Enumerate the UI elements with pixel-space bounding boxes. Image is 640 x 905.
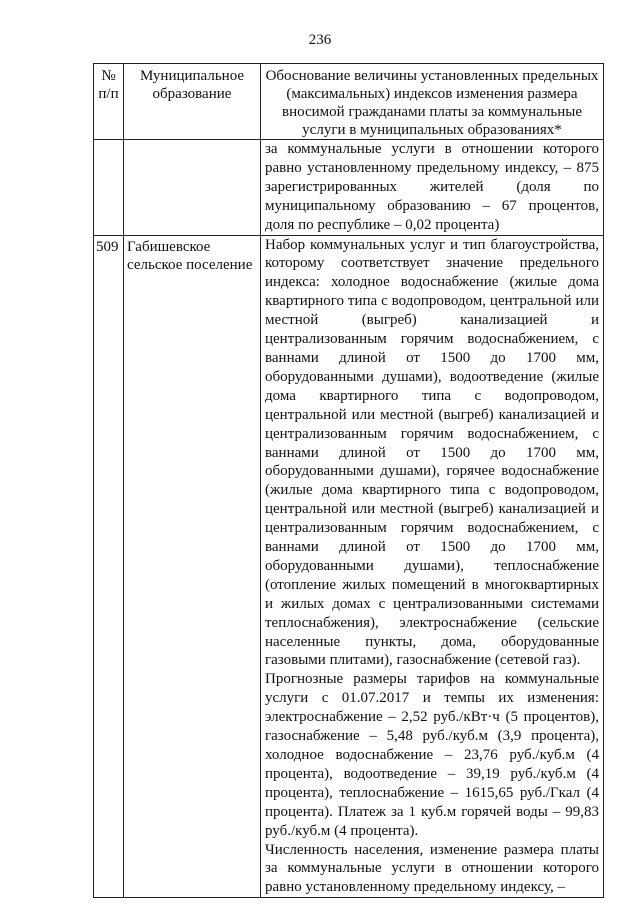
header-municipality: Муниципальное образование [139,68,245,102]
page-number: 236 [308,32,332,48]
table-row [94,235,604,898]
municipality-name: Габишевское сельское поселение [127,238,253,274]
municipality-cell [124,235,261,898]
table-row [94,140,604,236]
header-cell-justification [261,64,604,140]
header-num: № п/п [98,68,119,102]
justification-paragraph: Набор коммунальных услуг и тип благоустройства, которому соответствует значение предельного индекса: холодное водоснабжение (жилые дома квартирного типа с водопроводом, центральной или местной (выгреб) канализацией и централизованным горячим водоснабжением, с ваннами длиной от 1500 до 1700 мм, оборудованными душами), водоотведение (жилые дома квартирного типа с водопроводом, центральной или местной (выгреб) канализацией и централизованным горячим водоснабжением, с ваннами длиной от 1500 до 1700 мм, оборудованными душами), горячее водоснабжение (жилые дома квартирного типа с водопроводом, центральной или местной (выгреб) канализацией и централизованным горячим водоснабжением, с ваннами длиной от 1500 до 1700 мм, оборудованными душами), теплоснабжение (отопление жилых помещений в многоквартирных и жилых домах с централизованными системами теплоснабжения), электроснабжение (сельские населенные пункты, дома, оборудованные газовыми плитами), газоснабжение (сетевой газ). [265,236,599,669]
tariff-index-table [93,63,604,898]
header-justification: Обоснование величины установленных предельных (максимальных) индексов изменения размера вносимой гражданами платы за коммунальные услуги в муниципальных образованиях* [265,68,599,138]
justification-paragraph: Прогнозные размеры тарифов на коммунальные услуги с 01.07.2017 и темпы их изменения: электроснабжение – 2,52 руб./кВт·ч (5 процентов), газоснабжение – 5,48 руб./куб.м (3,9 процента), холодное водоснабжение – 23,76 руб./куб.м (4 процента), водоотведение – 39,19 руб./куб.м (4 процента), теплоснабжение – 1615,65 руб./Гкал (4 процента). Платеж за 1 куб.м горячей воды – 99,83 руб./куб.м (4 процента). [265,671,599,839]
municipality-name [124,140,260,142]
table-header-row [94,64,604,140]
row-num: 509 [96,238,119,255]
justification-cell [261,140,604,236]
justification-cell [261,235,604,898]
row-num-cell [94,235,124,898]
row-num-cell [94,140,124,236]
municipality-cell [124,140,261,236]
justification-paragraph: за коммунальные услуги в отношении которого равно установленному предельному индексу, – 875 зарегистрированных жителей (доля по муниципальному образованию – 67 процентов, доля по республике – 0,02 процента) [265,141,599,233]
justification-paragraph: Численность населения, изменение размера платы за коммунальные услуги в отношении которого равно установленному предельному индексу, – [265,841,599,896]
header-cell-municipality [124,64,261,140]
header-cell-num [94,64,124,140]
row-num [94,140,123,142]
